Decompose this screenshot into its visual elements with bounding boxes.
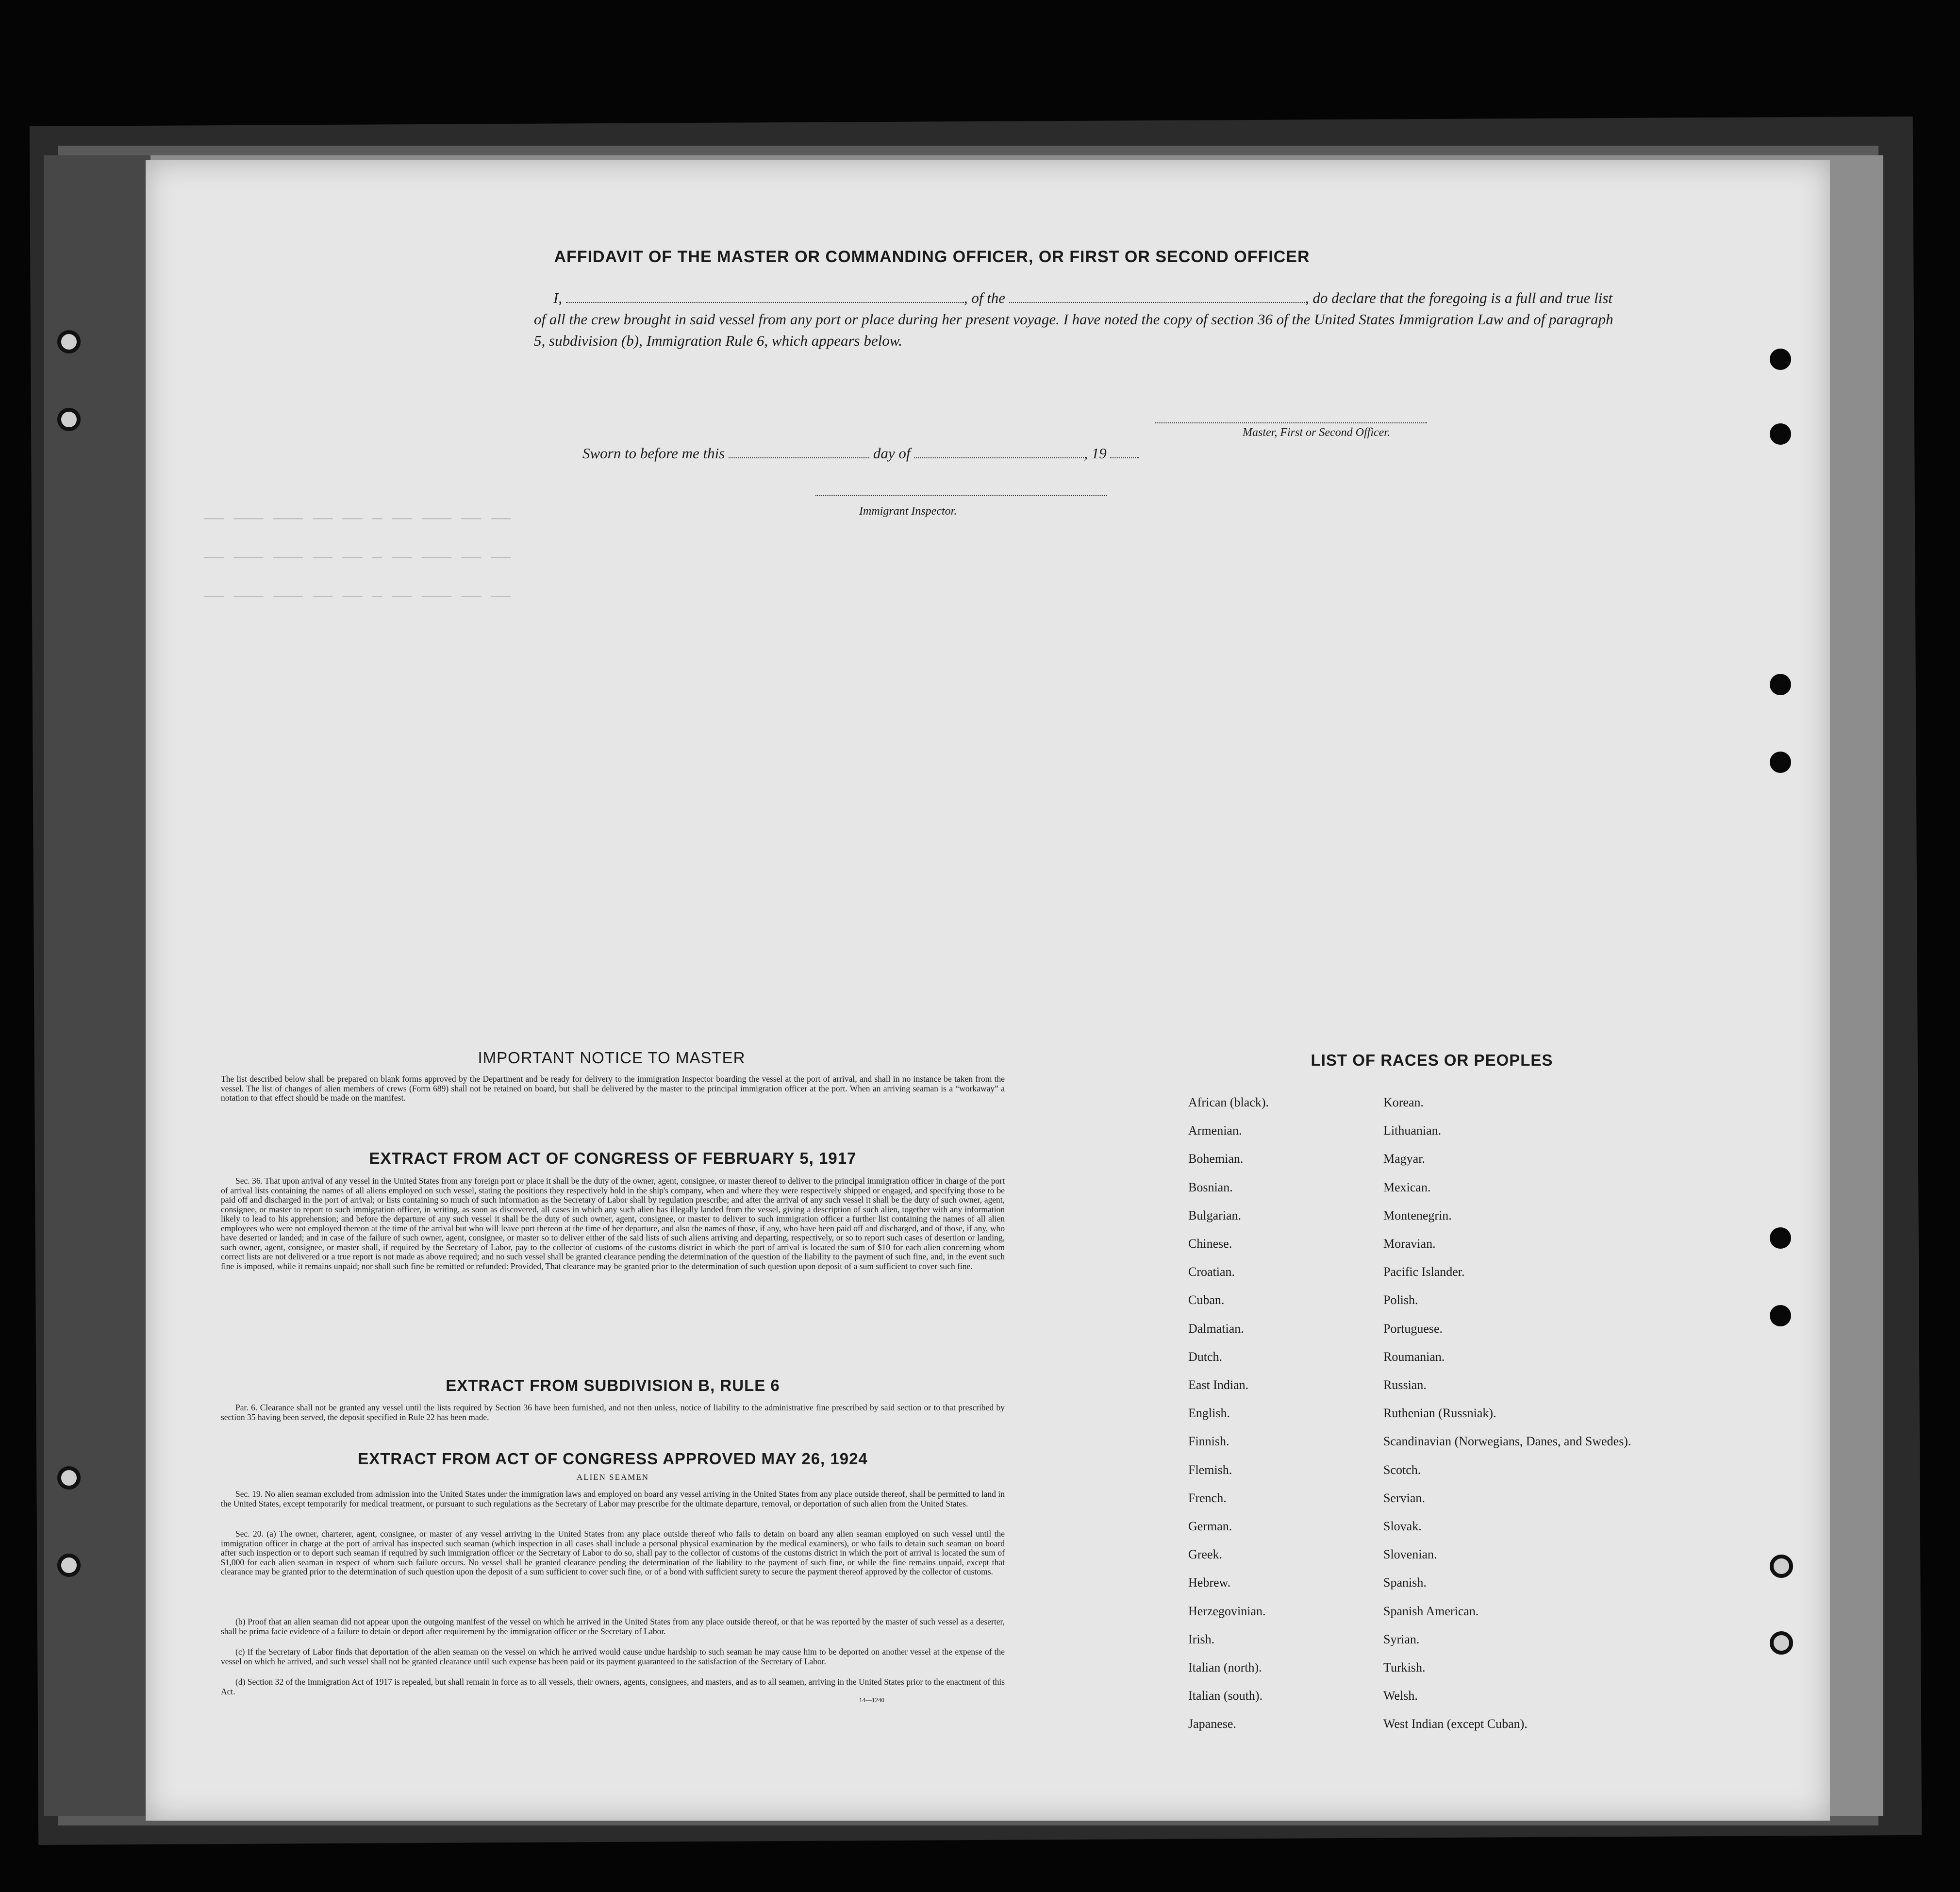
race-item: Portuguese. — [1383, 1321, 1443, 1336]
punch-hole — [1770, 674, 1791, 695]
binder-hole — [57, 330, 81, 353]
race-item: Scandinavian (Norwegians, Danes, and Swedes). — [1383, 1434, 1631, 1449]
race-item: Spanish American. — [1383, 1604, 1479, 1618]
extract-rule6-title: EXTRACT FROM SUBDIVISION B, RULE 6 — [446, 1376, 780, 1394]
races-title: LIST OF RACES OR PEOPLES — [1311, 1051, 1553, 1069]
sworn-day-field[interactable] — [729, 447, 869, 458]
declaration-body: that the foregoing is a full and true list of all the crew brought in said vessel from any port or place during her present voyage. I have noted the copy of section 36 of the United States Immigration Law and of paragraph 5, subdivision (b), Immigration Rule 6, which appears below. — [534, 289, 1613, 349]
bleed-through: —— ——— ——— —— —— — —— ——— —— —— — [204, 549, 511, 567]
race-item: Roumanian. — [1383, 1349, 1445, 1364]
signature-label: Master, First or Second Officer. — [1243, 426, 1390, 439]
race-item: Dutch. — [1188, 1349, 1223, 1364]
sec20c-text: (c) If the Secretary of Labor finds that deportation of the alien seaman on the vessel on which he arrived would cause undue hardship to such seaman he may cause him to be deported on another vessel at the expense of the vessel on which he arrived, and such vessel shall not be granted clearance until such expense has been paid or its payment guaranteed to the satisfaction of the Secretary of Labor. — [221, 1647, 1005, 1666]
race-item: East Indian. — [1188, 1378, 1249, 1392]
notice-body: The list described below shall be prepared on blank forms approved by the Department and be ready for delivery to the immigration Inspector boarding the vessel at the port of arrival, and shall in no instance be taken from the vessel. The list of changes of alien members of crews (Form 689) shall not be retained on board, but shall be delivered by the master to the principal immigration officer at the port. When an arriving seaman is a “workaway” a notation to that effect should be made on the manifest. — [221, 1074, 1005, 1103]
sec20a-text: Sec. 20. (a) The owner, charterer, agent, consignee, or master of any vessel arriving in the United States from any place outside thereof who fails to detain on board any alien seaman employed on such vessel until the immigration officer in charge at the port of arrival has inspected such seaman (which inspection in all cases shall include a personal physical examination by the medical examiners), or who fails to detain such seaman on board after such inspection or to deport such seaman if required by such immigration officer or the Secretary of Labor to do so, shall pay to the collector of customs of the customs district in which the port of arrival is located the sum of $1,000 for each alien seaman in respect of whom such failure occurs. No vessel shall be granted clearance pending the determination of the liability to the payment of such fine, or while the fine remains unpaid, except that clearance may be granted prior to the determination of such question upon the deposit of a sum sufficient to cover such fine, or of a bond with sufficient surety to secure the payment thereof approved by the collector of customs. — [221, 1529, 1005, 1576]
extract-1924-title: EXTRACT FROM ACT OF CONGRESS APPROVED MAY 26, 1924 — [358, 1450, 868, 1468]
race-item: Spanish. — [1383, 1575, 1427, 1590]
year-label: , 19 — [1084, 445, 1107, 462]
race-item: Turkish. — [1383, 1660, 1426, 1675]
punch-hole — [1770, 752, 1791, 773]
race-item: Scotch. — [1383, 1462, 1421, 1477]
race-item: Cuban. — [1188, 1293, 1225, 1307]
extract-1924-subtitle: ALIEN SEAMEN — [576, 1473, 649, 1482]
affidavit-declaration — [534, 287, 1616, 352]
day-of-label: day of — [873, 445, 911, 462]
punch-hole — [1770, 1631, 1793, 1655]
sworn-month-field[interactable] — [914, 447, 1084, 458]
punch-hole — [1770, 349, 1791, 370]
race-item: African (black). — [1188, 1095, 1269, 1109]
race-item: Italian (south). — [1188, 1689, 1263, 1703]
race-item: Syrian. — [1383, 1632, 1420, 1646]
race-item: Slovak. — [1383, 1519, 1422, 1534]
binder-hole — [57, 1466, 81, 1490]
extract-rule6-body: Par. 6. Clearance shall not be granted any vessel until the lists required by Section 36 have been furnished, and not then unless, notice of liability to the administrative fine prescribed by said section or to that prescribed by section 35 having been served, the deposit specified in Rule 22 has been made. — [221, 1403, 1005, 1422]
i-label: I, — [553, 289, 563, 306]
race-item: Bohemian. — [1188, 1152, 1244, 1166]
bleed-through: —— ——— ——— —— —— — —— ——— —— —— — [204, 587, 511, 606]
race-item: Italian (north). — [1188, 1660, 1262, 1675]
signature-line[interactable] — [1155, 422, 1427, 423]
race-item: Hebrew. — [1188, 1575, 1231, 1590]
binder-hole — [57, 408, 81, 431]
race-item: Montenegrin. — [1383, 1208, 1452, 1222]
race-item: Welsh. — [1383, 1689, 1418, 1703]
race-item: Polish. — [1383, 1293, 1418, 1307]
inspector-label: Immigrant Inspector. — [859, 505, 957, 518]
race-item: Servian. — [1383, 1490, 1425, 1505]
binder-hole — [57, 1554, 81, 1577]
race-item: Armenian. — [1188, 1123, 1242, 1138]
sec20b-text: (b) Proof that an alien seaman did not appear upon the outgoing manifest of the vessel on which he arrived in the United States from any place outside thereof, or that he was reported by the master of such vessel as a deserter, shall be prima facie evidence of a failure to detain or deport after requirement by the immigration officer or the Secretary of Labor. — [221, 1617, 1005, 1636]
race-item: Chinese. — [1188, 1237, 1232, 1251]
sworn-line — [582, 445, 1139, 462]
race-item: Slovenian. — [1383, 1547, 1437, 1562]
race-item: Lithuanian. — [1383, 1123, 1442, 1138]
race-item: Moravian. — [1383, 1237, 1436, 1251]
race-item: Mexican. — [1383, 1180, 1431, 1194]
master-name-field[interactable] — [566, 291, 964, 303]
sworn-label: Sworn to before me this — [582, 445, 725, 462]
race-item: German. — [1188, 1519, 1232, 1534]
punch-hole — [1770, 1227, 1791, 1249]
affidavit-title: AFFIDAVIT OF THE MASTER OR COMMANDING OFFICER, OR FIRST OR SECOND OFFICER — [554, 248, 1310, 266]
vessel-name-field[interactable] — [1009, 291, 1305, 303]
sec19-text: Sec. 19. No alien seaman excluded from admission into the United States under the immigration laws and employed on board any vessel arriving in the United States from any place outside thereof, shall be permitted to land in the United States, except temporarily for medical treatment, or pursuant to such regulations as the Secretary of Labor may prescribe for the ultimate departure, removal, or deportation of such alien from the United States. — [221, 1489, 1005, 1508]
race-item: Flemish. — [1188, 1462, 1232, 1477]
punch-hole — [1770, 1555, 1793, 1578]
race-item: Croatian. — [1188, 1265, 1235, 1279]
race-item: Bosnian. — [1188, 1180, 1233, 1194]
extract-1917-title: EXTRACT FROM ACT OF CONGRESS OF FEBRUARY 5, 1917 — [369, 1149, 857, 1167]
race-item: Dalmatian. — [1188, 1321, 1244, 1336]
form-number: 14—1240 — [859, 1696, 884, 1704]
race-item: Pacific Islander. — [1383, 1265, 1465, 1279]
races-list-left — [1188, 1088, 1269, 1739]
race-item: Ruthenian (Russniak). — [1383, 1406, 1496, 1421]
race-item: Japanese. — [1188, 1717, 1236, 1731]
race-item: West Indian (except Cuban). — [1383, 1717, 1528, 1731]
race-item: English. — [1188, 1406, 1230, 1421]
races-list-right — [1383, 1088, 1631, 1739]
punch-hole — [1770, 423, 1791, 445]
race-item: Korean. — [1383, 1095, 1424, 1109]
race-item: Finnish. — [1188, 1434, 1229, 1449]
race-item: Magyar. — [1383, 1152, 1425, 1166]
punch-hole — [1770, 1305, 1791, 1326]
do-declare-label: , do declare — [1305, 289, 1376, 306]
race-item: Russian. — [1383, 1378, 1427, 1392]
notice-title: IMPORTANT NOTICE TO MASTER — [478, 1049, 746, 1067]
sec20d-text: (d) Section 32 of the Immigration Act of 1917 is repealed, but shall remain in force as to all vessels, their owners, agents, consignees, and masters, and as to all seamen, arriving in the United States prior to the enactment of this Act. — [221, 1677, 1005, 1696]
form-page — [146, 160, 1830, 1821]
race-item: Irish. — [1188, 1632, 1215, 1646]
race-item: French. — [1188, 1490, 1227, 1505]
race-item: Herzegovinian. — [1188, 1604, 1266, 1618]
sworn-year-field[interactable] — [1110, 447, 1139, 458]
race-item: Greek. — [1188, 1547, 1223, 1562]
inspector-signature-line[interactable] — [815, 495, 1107, 496]
extract-1917-body: Sec. 36. That upon arrival of any vessel in the United States from any foreign port or place it shall be the duty of the owner, agent, consignee, or master thereof to deliver to the principal immigration officer in charge of the port of arrival lists containing the names of all aliens employed on such vessel, stating the positions they respectively hold in the ship's company, when and where they were respectively shipped or engaged, and specifying those to be paid off and discharged in the port of arrival; or lists containing so much of such information as the Secretary of Labor shall by regulation prescribe; and after the arrival of any such vessel it shall be the duty of such owner, agent, consignee, or master to report to such immigration officer, in writing, as soon as discovered, all cases in which any such alien has illegally landed from the vessel, giving a description of such alien, together with any information likely to lead to his apprehension; and before the departure of any such vessel it shall be the duty of such owner, agent, consignee, or master to deliver to such immigration officer a further list containing the names of all alien employees who were not employed thereon at the time of the arrival but who will leave port thereon at the time of her departure, and also the names of those, if any, who have been paid off and discharged, and of those, if any, who have deserted or landed; and in case of the failure of such owner, agent, consignee, or master so to deliver either of the said lists of such aliens arriving and departing, respectively, or so to report such cases of desertion or landing, such owner, agent, consignee, or master shall, if required by the Secretary of Labor, pay to the collector of customs of the customs district in which the port of arrival is located the sum of $10 for each alien concerning whom correct lists are not delivered or a true report is not made as above required; and no such vessel shall be granted clearance pending the determination of the question of the liability to the payment of such fine, and, in the event such fine is imposed, while it remains unpaid; nor shall such fine be remitted or refunded: Provided, That clearance may be granted prior to the determination of such question upon deposit of a sum sufficient to cover such fine. — [221, 1176, 1005, 1271]
bleed-through: —— ——— ——— —— —— — —— ——— —— —— — [204, 510, 511, 528]
of-the-label: , of the — [963, 289, 1006, 306]
race-item: Bulgarian. — [1188, 1208, 1242, 1222]
